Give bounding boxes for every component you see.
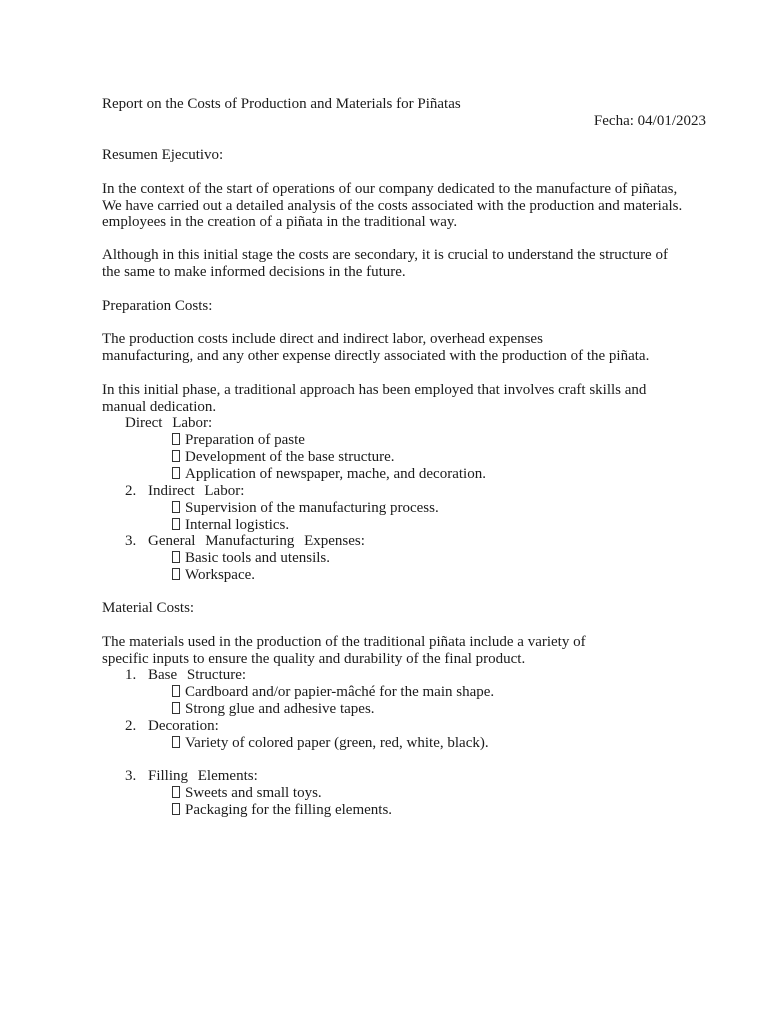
preparation2-line-1: In this initial phase, a traditional approach has been employed that involves craft skills and bbox=[102, 382, 647, 398]
list-item-number: 2. bbox=[125, 483, 137, 499]
report-title: Report on the Costs of Production and Materials for Piñatas bbox=[102, 96, 461, 112]
checkbox-glyph-icon bbox=[172, 433, 180, 445]
checkbox-glyph-icon bbox=[172, 702, 180, 714]
list-item-label: Filling Elements: bbox=[148, 768, 258, 784]
list-item-label: Direct Labor: bbox=[125, 415, 213, 431]
executive-summary-heading: Resumen Ejecutivo: bbox=[102, 147, 224, 163]
list-bullet: Sweets and small toys. bbox=[172, 785, 322, 802]
list-item-label: Base Structure: bbox=[148, 667, 247, 683]
list-bullet: Preparation of paste bbox=[172, 432, 305, 449]
preparation2-line-2: manual dedication. bbox=[102, 399, 217, 415]
checkbox-glyph-icon bbox=[172, 450, 180, 462]
checkbox-glyph-icon bbox=[172, 568, 180, 580]
summary2-line-1: Although in this initial stage the costs are secondary, it is crucial to understand the structure of bbox=[102, 247, 668, 263]
list-bullet: Development of the base structure. bbox=[172, 449, 395, 466]
preparation-line-2: manufacturing, and any other expense directly associated with the production of the piñata. bbox=[102, 348, 650, 364]
list-item-number: 2. bbox=[125, 718, 137, 734]
list-bullet: Variety of colored paper (green, red, white, black). bbox=[172, 735, 489, 752]
list-bullet: Cardboard and/or papier-mâché for the main shape. bbox=[172, 684, 494, 701]
checkbox-glyph-icon bbox=[172, 518, 180, 530]
materials-heading: Material Costs: bbox=[102, 600, 195, 616]
list-item-label: General Manufacturing Expenses: bbox=[148, 533, 365, 549]
list-bullet: Strong glue and adhesive tapes. bbox=[172, 701, 375, 718]
report-date: Fecha: 04/01/2023 bbox=[593, 113, 706, 129]
summary-line-3: employees in the creation of a piñata in the traditional way. bbox=[102, 214, 458, 230]
checkbox-glyph-icon bbox=[172, 685, 180, 697]
summary2-line-2: the same to make informed decisions in the future. bbox=[102, 264, 406, 280]
materials-line-1: The materials used in the production of the traditional piñata include a variety of bbox=[102, 634, 586, 650]
list-bullet: Packaging for the filling elements. bbox=[172, 802, 392, 819]
checkbox-glyph-icon bbox=[172, 467, 180, 479]
list-item-number: 1. bbox=[125, 667, 137, 683]
list-bullet: Workspace. bbox=[172, 567, 255, 584]
list-item-label: Decoration: bbox=[148, 718, 219, 734]
checkbox-glyph-icon bbox=[172, 551, 180, 563]
preparation-line-1: The production costs include direct and indirect labor, overhead expenses bbox=[102, 331, 543, 347]
checkbox-glyph-icon bbox=[172, 803, 180, 815]
summary-line-2: We have carried out a detailed analysis of the costs associated with the production and materials. bbox=[102, 198, 683, 214]
list-bullet: Basic tools and utensils. bbox=[172, 550, 330, 567]
checkbox-glyph-icon bbox=[172, 736, 180, 748]
list-bullet: Supervision of the manufacturing process. bbox=[172, 500, 439, 517]
checkbox-glyph-icon bbox=[172, 786, 180, 798]
list-bullet: Application of newspaper, mache, and decoration. bbox=[172, 466, 486, 483]
list-bullet: Internal logistics. bbox=[172, 517, 289, 534]
materials-line-2: specific inputs to ensure the quality and durability of the final product. bbox=[102, 651, 526, 667]
list-item-number: 3. bbox=[125, 768, 137, 784]
list-item-label: Indirect Labor: bbox=[148, 483, 245, 499]
summary-line-1: In the context of the start of operations of our company dedicated to the manufacture of piñatas, bbox=[102, 181, 678, 197]
preparation-heading: Preparation Costs: bbox=[102, 298, 213, 314]
list-item-number: 3. bbox=[125, 533, 137, 549]
checkbox-glyph-icon bbox=[172, 501, 180, 513]
